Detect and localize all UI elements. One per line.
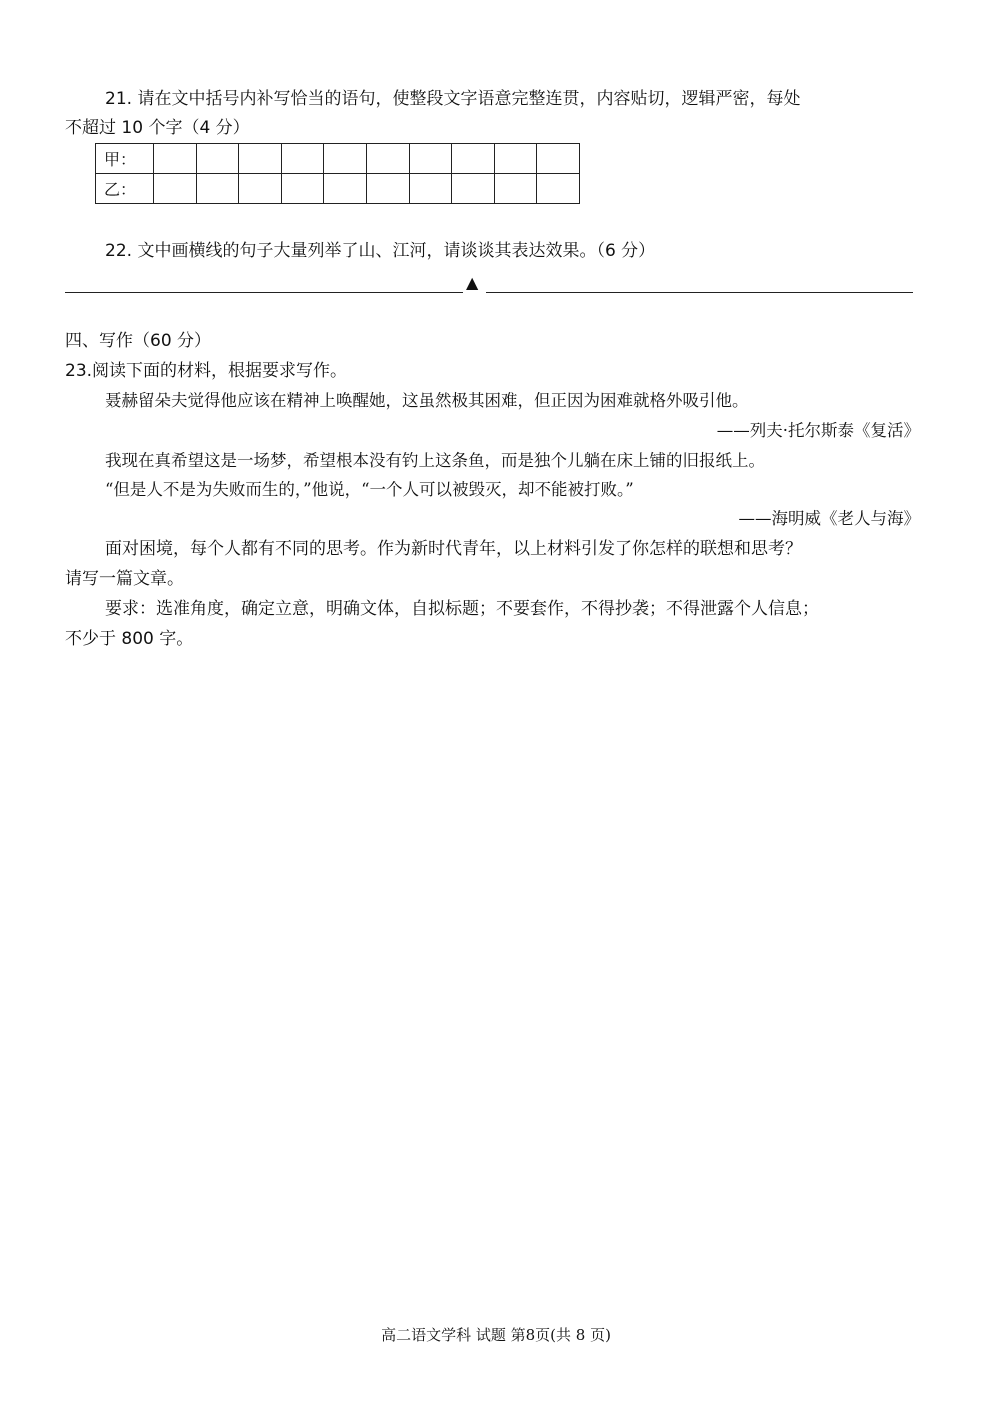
answer-cell[interactable]	[366, 174, 409, 204]
answer-cell[interactable]	[537, 174, 580, 204]
answer-cell[interactable]	[494, 144, 537, 174]
source-oldman: ——海明威《老人与海》	[738, 509, 920, 528]
answer-cell[interactable]	[239, 174, 282, 204]
row-label-jia: 甲：	[96, 144, 154, 174]
q21-line2: 不超过 10 个字（4 分）	[65, 118, 250, 138]
answer-cell[interactable]	[366, 144, 409, 174]
answer-line-left[interactable]	[65, 292, 463, 293]
answer-line-right[interactable]	[486, 292, 913, 293]
requirement-line1: 要求：选准角度，确定立意，明确文体，自拟标题；不要套作，不得抄袭；不得泄露个人信息；	[105, 599, 819, 619]
answer-cell[interactable]	[154, 144, 197, 174]
q21-line1: 21. 请在文中括号内补写恰当的语句，使整段文字语意完整连贯，内容贴切，逻辑严密，每处	[105, 89, 801, 109]
answer-cell[interactable]	[281, 144, 324, 174]
answer-cell[interactable]	[452, 174, 495, 204]
answer-cell[interactable]	[452, 144, 495, 174]
prompt-line2: 请写一篇文章。	[65, 569, 184, 589]
requirement-line2: 不少于 800 字。	[65, 629, 194, 649]
section-title: 四、写作（60 分）	[65, 331, 212, 351]
answer-cell[interactable]	[324, 174, 367, 204]
quote-resurrection: 聂赫留朵夫觉得他应该在精神上唤醒她，这虽然极其困难，但正因为困难就格外吸引他。	[105, 391, 749, 410]
source-resurrection: ——列夫·托尔斯泰《复活》	[716, 421, 920, 440]
answer-cell[interactable]	[494, 174, 537, 204]
answer-row-jia	[96, 144, 580, 174]
answer-cell[interactable]	[324, 144, 367, 174]
quote-oldman-2: “但是人不是为失败而生的，”他说，“一个人可以被毁灭，却不能被打败。”	[105, 480, 634, 499]
prompt-line1: 面对困境，每个人都有不同的思考。作为新时代青年，以上材料引发了你怎样的联想和思考？	[105, 539, 802, 559]
answer-cell[interactable]	[196, 174, 239, 204]
answer-cell[interactable]	[409, 174, 452, 204]
q22-text: 22. 文中画横线的句子大量列举了山、江河，请谈谈其表达效果。（6 分）	[105, 241, 656, 261]
answer-cell[interactable]	[537, 144, 580, 174]
answer-cell[interactable]	[239, 144, 282, 174]
triangle-marker: ▲	[466, 273, 479, 292]
row-label-yi: 乙：	[96, 174, 154, 204]
answer-row-yi	[96, 174, 580, 204]
answer-grid	[95, 143, 580, 204]
answer-cell[interactable]	[409, 144, 452, 174]
answer-cell[interactable]	[154, 174, 197, 204]
answer-cell[interactable]	[196, 144, 239, 174]
answer-cell[interactable]	[281, 174, 324, 204]
q23-intro: 23.阅读下面的材料，根据要求写作。	[65, 361, 348, 381]
quote-oldman-1: 我现在真希望这是一场梦，希望根本没有钓上这条鱼，而是独个儿躺在床上铺的旧报纸上。	[105, 451, 765, 470]
page-footer: 高二语文学科 试题 第8页(共 8 页)	[381, 1326, 611, 1344]
